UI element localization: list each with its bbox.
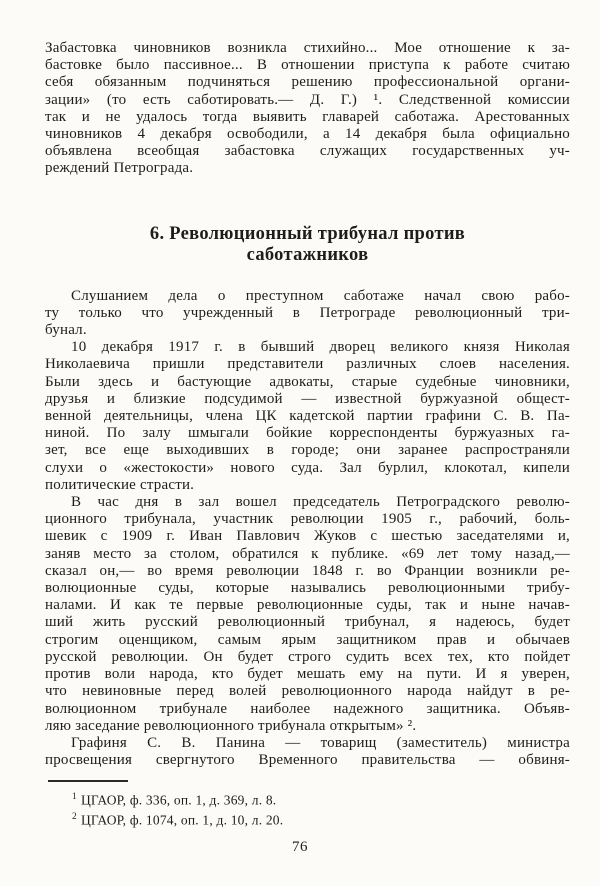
text-line: ционного трибунала, участник революции 1905 г., рабочий, боль- bbox=[45, 511, 570, 528]
text-line: зет, все еще выходивших в городе; они заранее распространяли bbox=[45, 442, 570, 459]
text-line: бастовке было пассивное... В отношении приступа к работе считаю bbox=[45, 57, 570, 74]
text-line: заняв место за столом, обратился к публике. «69 лет тому назад,— bbox=[45, 545, 570, 562]
text-line: волюционном трибунале наиболее надежного защитника. Объяв- bbox=[45, 700, 570, 717]
page-number: 76 bbox=[292, 839, 308, 856]
footnote-1-marker: 1 bbox=[72, 792, 77, 803]
section-heading-line-1: 6. Революционный трибунал против bbox=[149, 223, 466, 244]
text-line: слухи о «жестокости» нового суда. Зал бурлил, клокотал, кипели bbox=[45, 459, 570, 476]
page-content bbox=[45, 40, 570, 856]
text-line: Николаевича пришли представители различных слоев населения. bbox=[45, 356, 570, 373]
text-line: против воли народа, кто будет мешать ему на пути. И я уверен, bbox=[45, 666, 570, 683]
paragraph-panina bbox=[45, 735, 570, 769]
paragraph-zhukov-speech bbox=[45, 494, 570, 735]
text-line: Были здесь и бастующие адвокаты, старые судебные чиновники, bbox=[45, 373, 570, 390]
text-line: друзья и близкие подсудимой — известной буржуазной общест- bbox=[45, 390, 570, 407]
text-line: 10 декабря 1917 г. в бывший дворец великого князя Николая bbox=[71, 339, 570, 356]
text-line: венной деятельницы, члена ЦК кадетской партии графини С. В. Па- bbox=[45, 408, 570, 425]
text-line: себя обязанным подчиняться решению профессиональной органи- bbox=[45, 74, 570, 91]
text-line: бунал. bbox=[45, 322, 87, 339]
text-line: шевик с 1909 г. Иван Павлович Жуков с шестью заседателями и, bbox=[45, 528, 570, 545]
text-line: объявлена всеобщая забастовка служащих государственных уч- bbox=[45, 143, 570, 160]
footnote-1 bbox=[72, 789, 570, 809]
text-line: ляю заседание революционного трибунала открытым» ². bbox=[45, 717, 417, 734]
footnote-2 bbox=[72, 809, 570, 829]
section-heading bbox=[45, 224, 570, 266]
text-line: волюционные суды, которые назывались революционными трибу- bbox=[45, 580, 570, 597]
footnote-1-text: ЦГАОР, ф. 336, оп. 1, д. 369, л. 8. bbox=[80, 792, 277, 808]
text-line: политические страсти. bbox=[45, 476, 195, 493]
footnotes-block bbox=[45, 789, 570, 828]
paragraph-palace-crowd bbox=[45, 339, 570, 494]
footnote-2-marker: 2 bbox=[72, 811, 77, 822]
text-line: ший жить русский революционный трибунал, я надеюсь, будет bbox=[45, 614, 570, 631]
text-line: Забастовка чиновников возникла стихийно... Мое отношение к за- bbox=[45, 40, 570, 56]
text-line: зации» (то есть саботировать.— Д. Г.) ¹. Следственной комиссии bbox=[45, 91, 570, 108]
section-heading-line-2: саботажников bbox=[246, 244, 369, 265]
text-line: В час дня в зал вошел председатель Петроградского револю- bbox=[71, 494, 570, 511]
text-line: просвещения свергнутого Временного правительства — обвиня- bbox=[45, 752, 570, 769]
text-line: что невиновные перед волей революционного народа найдут в ре- bbox=[45, 683, 570, 700]
text-line: ту только что учрежденный в Петрограде революционный три- bbox=[45, 304, 570, 321]
text-line: Слушанием дела о преступном саботаже начал свою рабо- bbox=[71, 287, 570, 304]
text-line: налами. И как те первые революционные суды, так и ныне начав- bbox=[45, 597, 570, 614]
text-line: строгим оценщиком, самым ярым защитником прав и обычаев bbox=[45, 631, 570, 648]
paragraph-tribunal-opening bbox=[45, 288, 570, 340]
text-line: Графиня С. В. Панина — товарищ (заместитель) министра bbox=[71, 734, 570, 751]
text-line: реждений Петрограда. bbox=[45, 160, 194, 177]
footnote-divider bbox=[48, 780, 128, 782]
text-line: русской революции. Он будет строго судить всех тех, кто пойдет bbox=[45, 648, 570, 665]
text-line: ниной. По залу шмыгали бойкие корреспонденты буржуазных га- bbox=[45, 425, 570, 442]
text-line: чиновников 4 декабря освободили, а 14 декабря была официально bbox=[45, 126, 570, 143]
text-line: так и не удалось тогда выявить главарей саботажа. Арестованных bbox=[45, 108, 570, 125]
intro-paragraph bbox=[45, 40, 570, 178]
text-line: сказал он,— во время революции 1848 г. во Франции возникли ре- bbox=[45, 562, 570, 579]
footnote-2-text: ЦГАОР, ф. 1074, оп. 1, д. 10, л. 20. bbox=[80, 812, 284, 828]
